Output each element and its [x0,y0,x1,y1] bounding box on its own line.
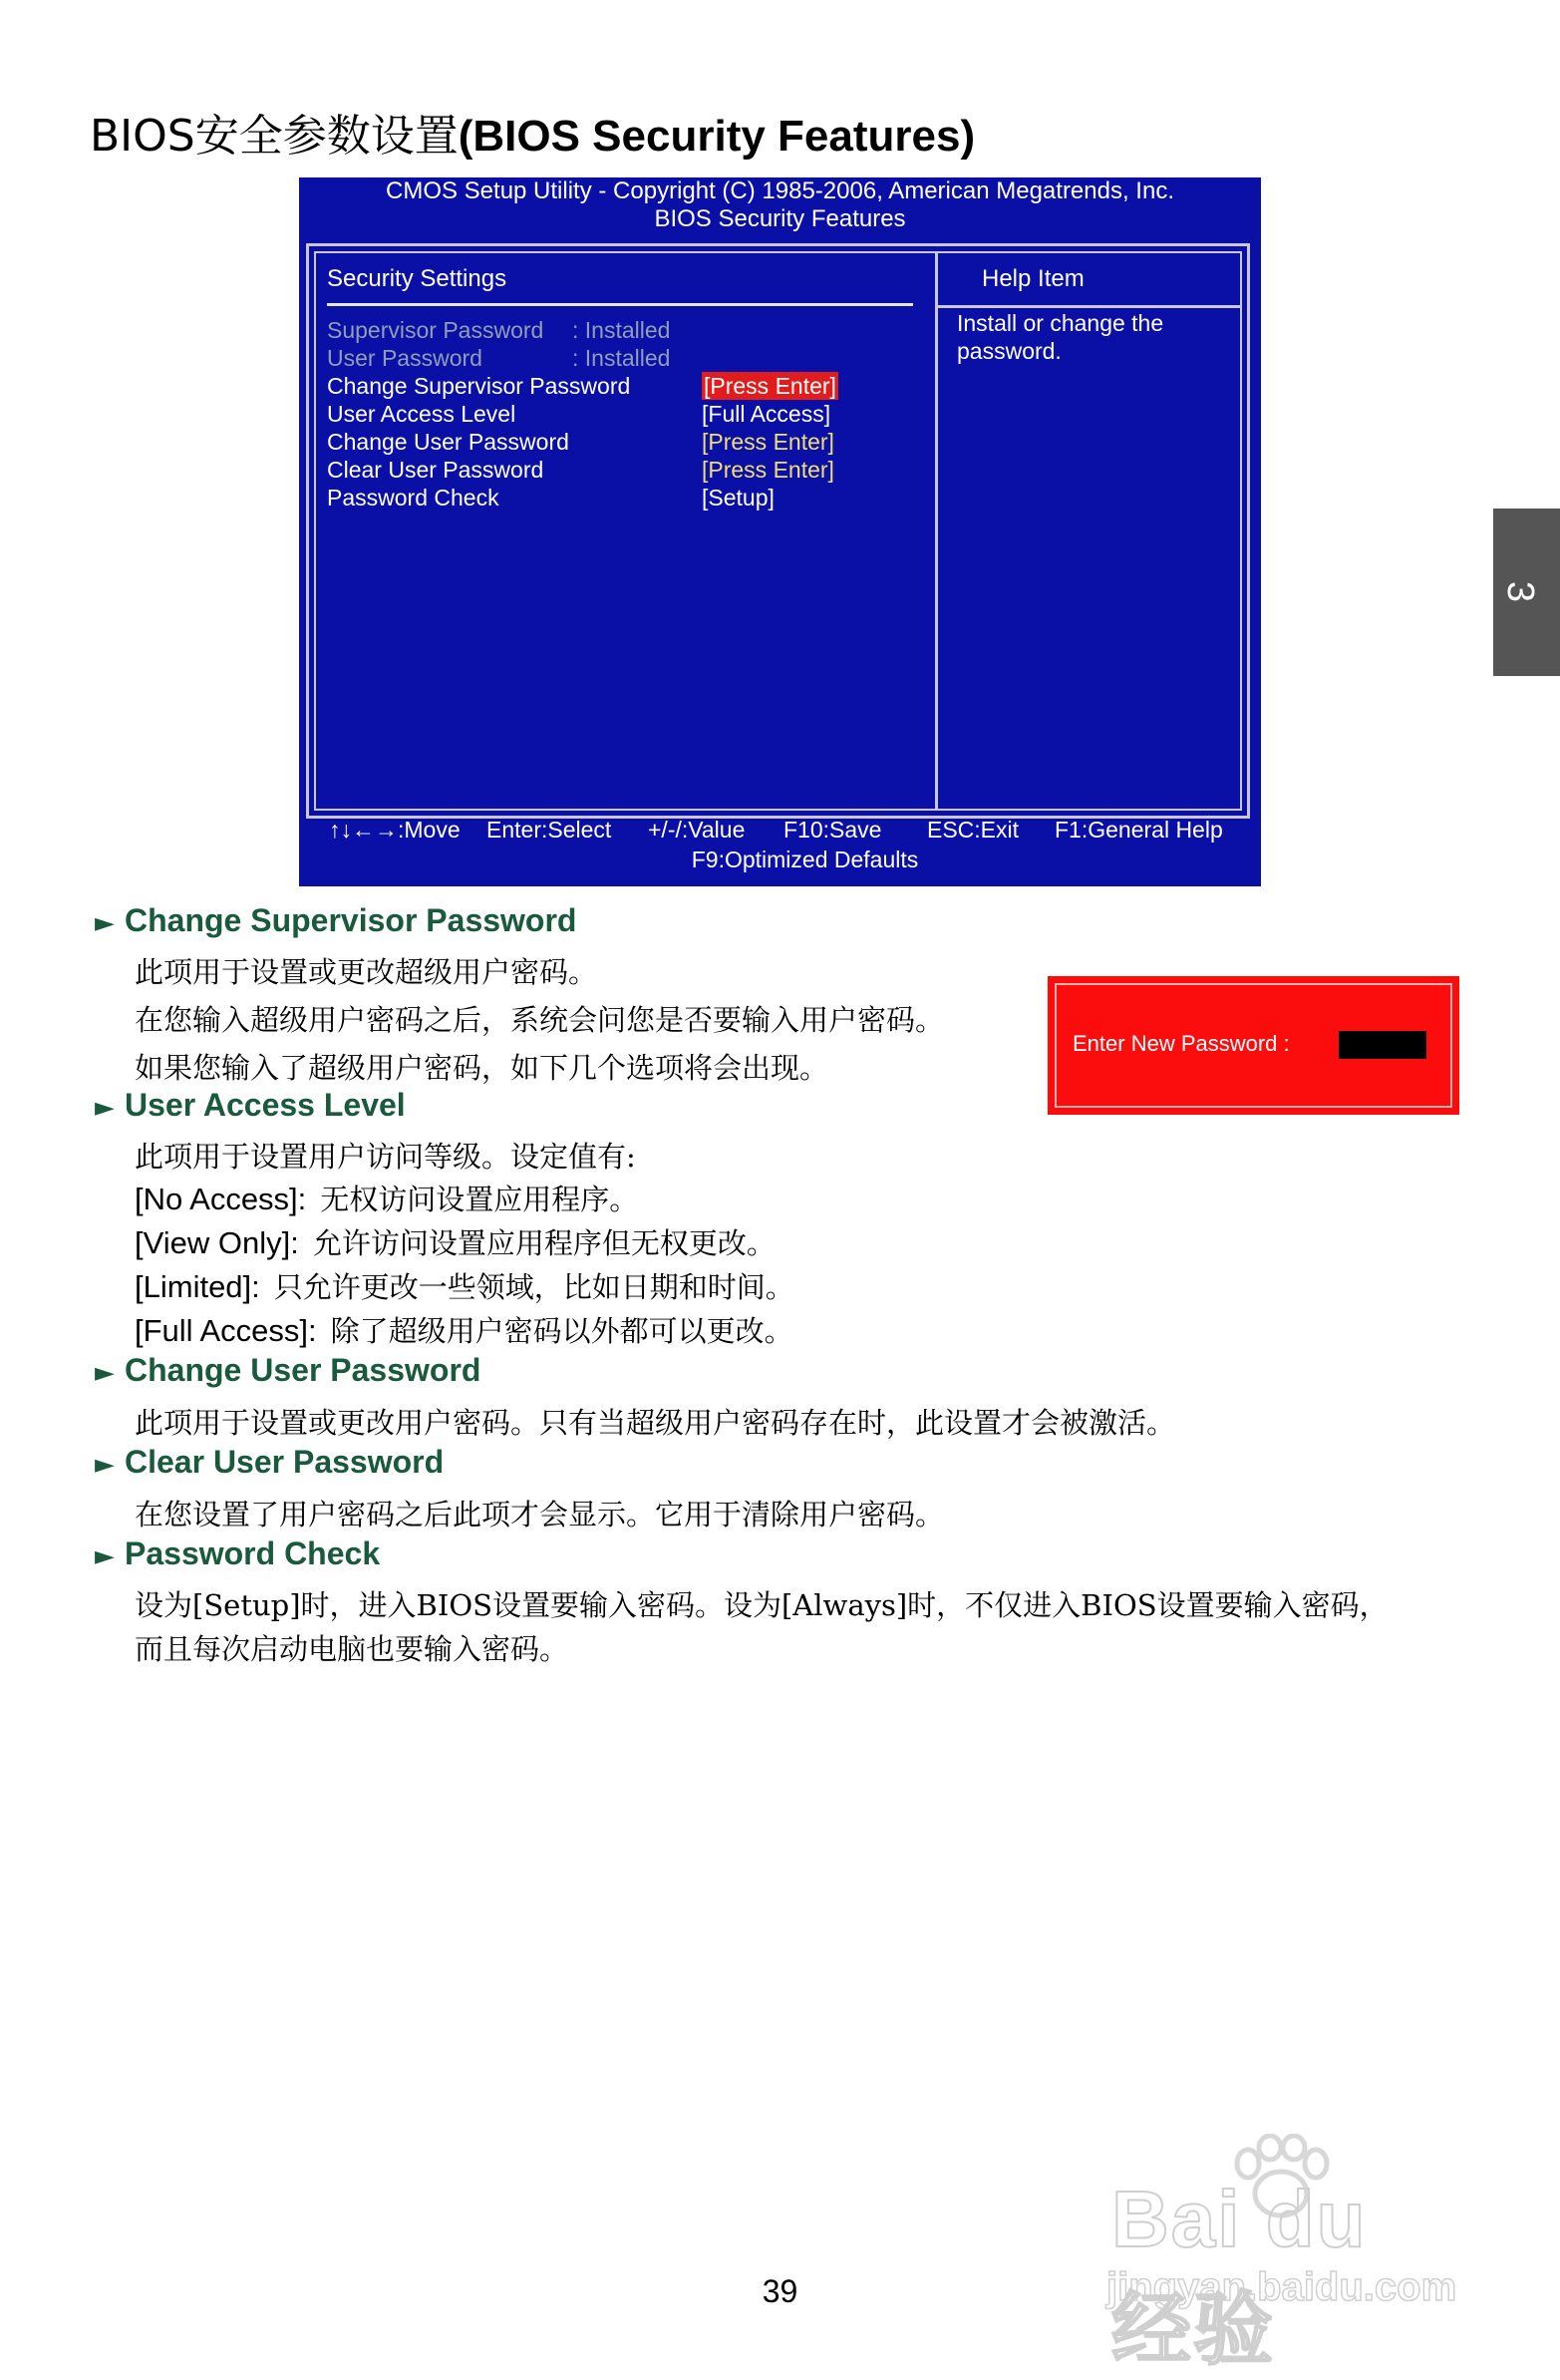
bios-footer [299,816,1261,874]
status-value: : Installed [572,317,671,343]
access-level-item: [Full Access]: 除了超级用户密码以外都可以更改。 [135,1313,793,1348]
chapter-number: 3 [1499,580,1542,603]
access-level-item: [No Access]: 无权访问设置应用程序。 [135,1182,639,1216]
status-label: User Password [327,345,482,371]
chapter-tab [1493,509,1560,676]
triangle-bullet-icon: ► [95,1093,115,1123]
option-label: Change Supervisor Password [327,373,631,399]
bios-screen-title: BIOS Security Features [654,205,906,232]
key-move: ↑↓←→:Move [329,817,461,843]
option-value[interactable]: [Full Access] [702,401,831,427]
enter-password-dialog [1048,976,1459,1115]
section-text: 此项用于设置或更改用户密码。只有当超级用户密码存在时，此设置才会被激活。 [135,1406,1176,1440]
section-text: 在您设置了用户密码之后此项才会显示。它用于清除用户密码。 [135,1498,945,1531]
security-settings-title: Security Settings [327,265,507,292]
option-value[interactable]: [Press Enter] [702,429,834,455]
key-save: F10:Save [783,817,882,843]
section-heading-user-access-level: ► User Access Level [95,1087,406,1123]
triangle-bullet-icon: ► [95,908,115,938]
enter-password-label: Enter New Password : [1073,1031,1290,1056]
section-heading-password-check: ► Password Check [95,1535,381,1571]
option-label: Change User Password [327,429,569,455]
section-heading-change-supervisor-password: ► Change Supervisor Password [95,902,577,938]
help-item-title: Help Item [982,265,1085,292]
help-item-text: Install or change the password. [957,310,1164,364]
option-label: Password Check [327,485,499,510]
section-text: 此项用于设置用户访问等级。设定值有: [135,1140,636,1174]
section-text: 而且每次启动电脑也要输入密码。 [135,1632,569,1666]
status-label: Supervisor Password [327,317,544,343]
password-input[interactable] [1339,1031,1426,1059]
page-title-cn: BIOS安全参数设置 [90,111,459,162]
security-settings-underline [327,303,913,306]
help-underline [938,305,1240,308]
key-exit: ESC:Exit [927,817,1020,843]
key-general-help: F1:General Help [1055,817,1223,843]
bios-copyright: CMOS Setup Utility - Copyright (C) 1985-2006, American Megatrends, Inc. [386,177,1174,204]
bios-frame-inner [314,251,1242,811]
page-number: 39 [762,2273,798,2309]
option-label: User Access Level [327,401,516,427]
triangle-bullet-icon: ► [95,1450,115,1480]
bios-header [299,177,1261,233]
panel-divider [935,253,938,809]
option-value[interactable]: [Press Enter] [702,457,834,483]
section-text: 设为[Setup]时，进入BIOS设置要输入密码。设为[Always]时，不仅进入BIOS设置要输入密码， [135,1588,1389,1622]
status-value: : Installed [572,345,671,371]
section-heading-clear-user-password: ► Clear User Password [95,1444,445,1480]
bios-screen [299,177,1261,886]
triangle-bullet-icon: ► [95,1358,115,1388]
section-text: 此项用于设置或更改超级用户密码。 [135,955,598,989]
key-value: +/-/:Value [648,817,746,843]
page-title-en: (BIOS Security Features) [458,112,976,161]
access-level-item: [Limited]: 只允许更改一些领域，比如日期和时间。 [135,1269,794,1304]
section-text: 在您输入超级用户密码之后，系统会问您是否要输入用户密码。 [135,1003,945,1037]
key-optimized-defaults: F9:Optimized Defaults [691,847,919,872]
option-value[interactable]: [Setup] [702,485,775,510]
access-level-item: [View Only]: 允许访问设置应用程序但无权更改。 [135,1225,776,1260]
option-value-selected[interactable]: [Press Enter] [704,373,836,399]
section-text: 如果您输入了超级用户密码，如下几个选项将会出现。 [135,1051,829,1085]
watermark-url: jingyan.baidu.com [1106,2265,1457,2309]
watermark-brand: Bai du 经验 [1111,2175,1368,2374]
triangle-bullet-icon: ► [95,1541,115,1571]
bios-frame [306,243,1250,819]
key-select: Enter:Select [486,817,612,843]
section-heading-change-user-password: ► Change User Password [95,1352,481,1388]
option-label: Clear User Password [327,457,544,483]
page-title [90,100,975,164]
